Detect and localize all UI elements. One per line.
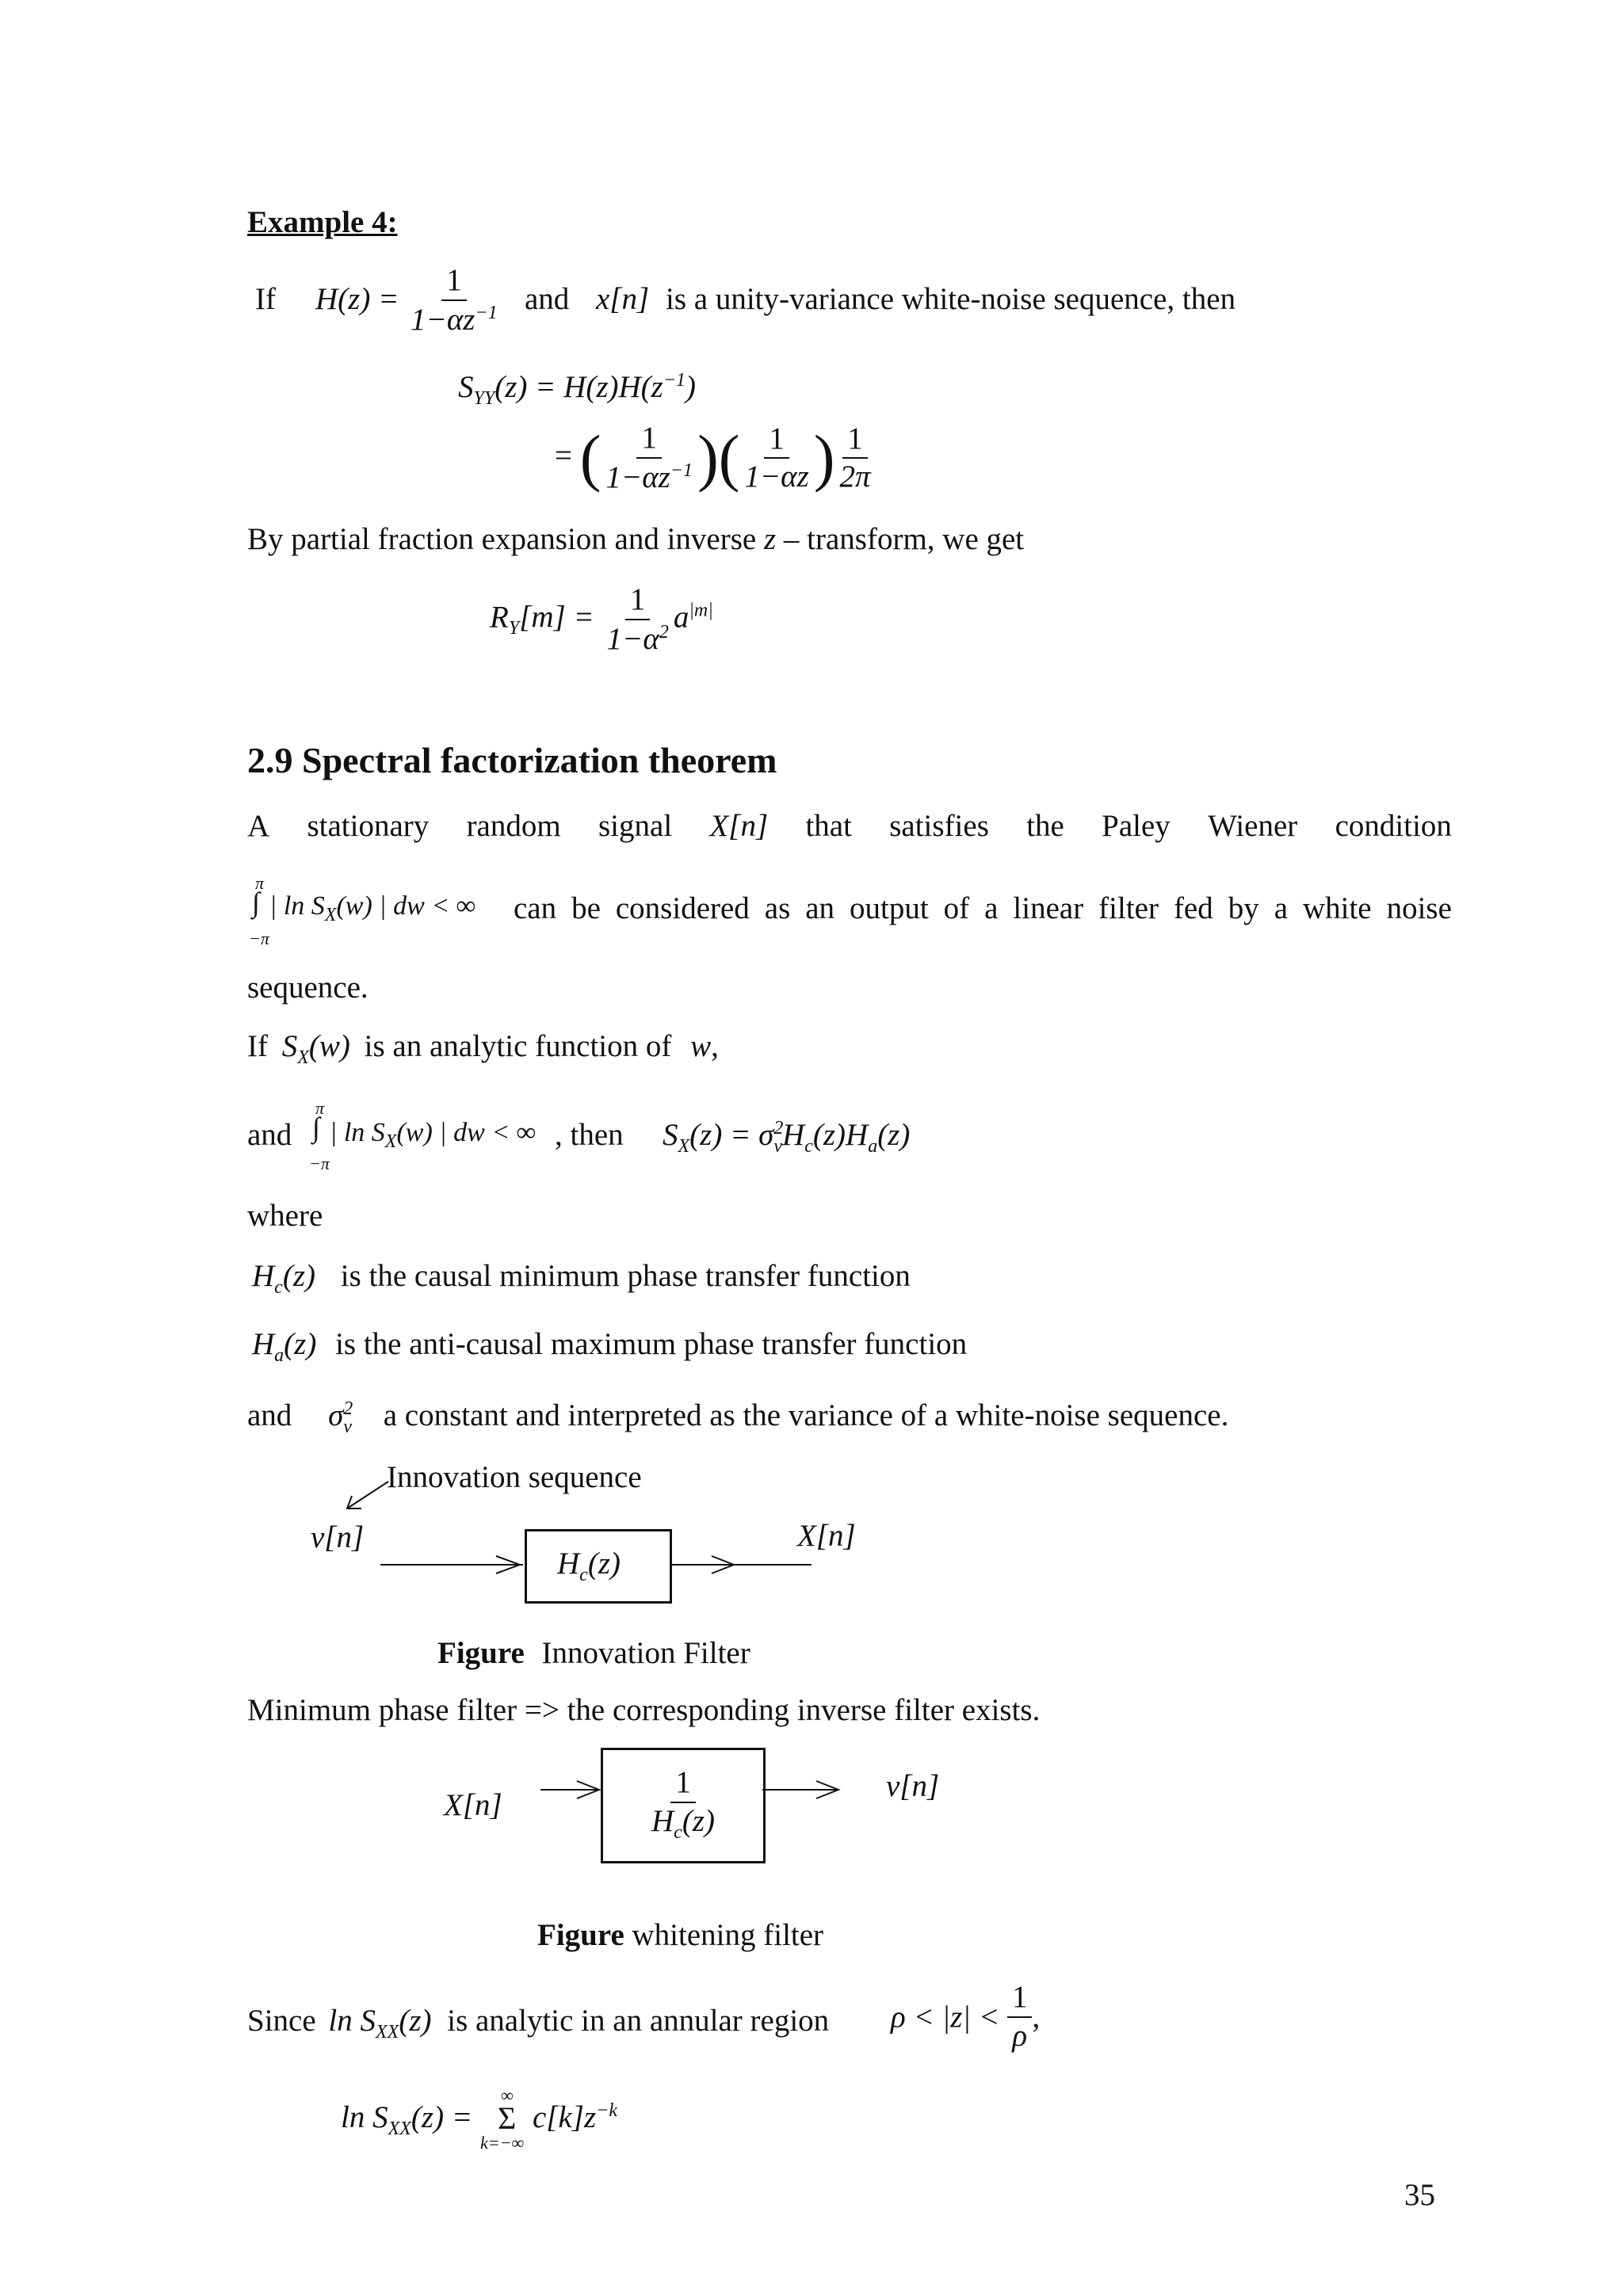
fig1-output-arrow-icon	[670, 1553, 813, 1577]
fig1-output-label: X[n]	[797, 1519, 856, 1553]
annular-region: ρ < |z| < $\frac{1}{\rho}$ ,	[891, 1980, 1041, 2053]
then-word: , then	[555, 1118, 624, 1152]
x-n: x[n]	[596, 282, 650, 316]
where-word: where	[247, 1199, 323, 1233]
fig1-filter-box	[525, 1529, 672, 1604]
innovation-annotation: Innovation sequence	[387, 1460, 642, 1494]
ry-equation: $R_Y[m]$ = $\frac{1}{1-\alpha^2}$ $a^{|m|}$	[490, 582, 713, 656]
integral-upper: π	[255, 873, 265, 893]
integral2-upper: π	[315, 1098, 325, 1118]
since-line: Since $\ln S_{XX}(z)$ is analytic in an annular region	[247, 2004, 830, 2042]
h-lhs: H(z) =	[315, 282, 399, 316]
fig2-output-arrow-icon	[762, 1778, 842, 1802]
paley-wiener-condition-2: | $\ln S_X(w)$ | dw < ∞	[330, 1118, 536, 1152]
fig2-output-label: v[n]	[886, 1769, 940, 1803]
integral-lower: −π	[249, 929, 269, 948]
fig2-input-label: X[n]	[444, 1788, 502, 1822]
page-number: 35	[1404, 2178, 1435, 2212]
analytic-line: If $S_X(w)$ is an analytic function of w,	[247, 1029, 719, 1068]
paley-wiener-condition: | $\ln S_X(w)$ | dw < ∞	[269, 891, 475, 925]
sigma-definition: and $\sigma^2_v$ a constant and interpreted as the variance of a white-noise sequence.	[247, 1398, 1229, 1437]
example-statement: is a unity-variance white-noise sequence, then	[666, 282, 1236, 316]
hc-definition: $H_c(z)$ is the causal minimum phase transfer function	[252, 1259, 911, 1298]
sum-sign: Σ	[498, 2100, 517, 2136]
min-phase-text: Minimum phase filter => the corresponding inverse filter exists.	[247, 1693, 1041, 1727]
fig2-input-arrow-icon	[540, 1778, 604, 1802]
sum-upper: ∞	[501, 2085, 514, 2105]
fig1-box-label: $H_c(z)$	[557, 1547, 621, 1585]
series-lhs: $\ln S_{XX}(z)$ =	[341, 2100, 473, 2139]
syy-equation: $S_{YY}(z) = H(z)H(z^{-1})$	[458, 370, 697, 409]
fig2-box-label: $\frac{1}{H_c(z)}$	[651, 1765, 715, 1843]
integral2-lower: −π	[309, 1154, 330, 1173]
ha-definition: $H_a(z)$ is the anti-causal maximum phase transfer function	[252, 1327, 968, 1366]
factorization-equation: $S_X(z) = \sigma^2_vH_c(z)H_a(z)$	[663, 1118, 911, 1157]
fig1-input-arrow-icon	[380, 1553, 525, 1577]
partial-fraction-line: By partial fraction expansion and inverse z – transform, we get	[247, 522, 1025, 556]
fig2-caption: Figure whitening filter	[537, 1918, 824, 1952]
fig1-input-label: v[n]	[311, 1520, 365, 1554]
fig1-caption: Figure Innovation Filter	[437, 1636, 750, 1670]
paragraph-line-3: sequence.	[247, 971, 369, 1005]
fig2-filter-box	[601, 1748, 766, 1863]
annotation-arrow-icon	[341, 1477, 396, 1516]
and-word-2: and	[247, 1118, 292, 1152]
integral2-sign: ∫	[312, 1112, 320, 1143]
h-fraction: $\frac{1}{1-\alpha z^{-1}}$	[411, 263, 498, 337]
paragraph-line-1: A stationary random signal X[n] that satisfies the Paley Wiener condition	[247, 809, 1452, 843]
sum-lower: k=−∞	[480, 2133, 525, 2153]
syy-expansion: = ( $\frac{1}{1-\alpha z^{-1}}$ )( $\frac{1}{1-\alpha z}$ ) $\frac{1}{2\pi}$	[555, 421, 871, 494]
and-word: and	[525, 282, 570, 316]
paragraph-line-2: can be considered as an output of a linear filter fed by a white noise	[514, 891, 1452, 925]
section-heading: 2.9 Spectral factorization theorem	[247, 740, 777, 780]
if-word: If	[255, 282, 276, 316]
series-term: $c[k]z^{-k}$	[533, 2100, 618, 2134]
integral-sign: ∫	[252, 887, 260, 918]
example-title: Example 4:	[247, 205, 398, 239]
